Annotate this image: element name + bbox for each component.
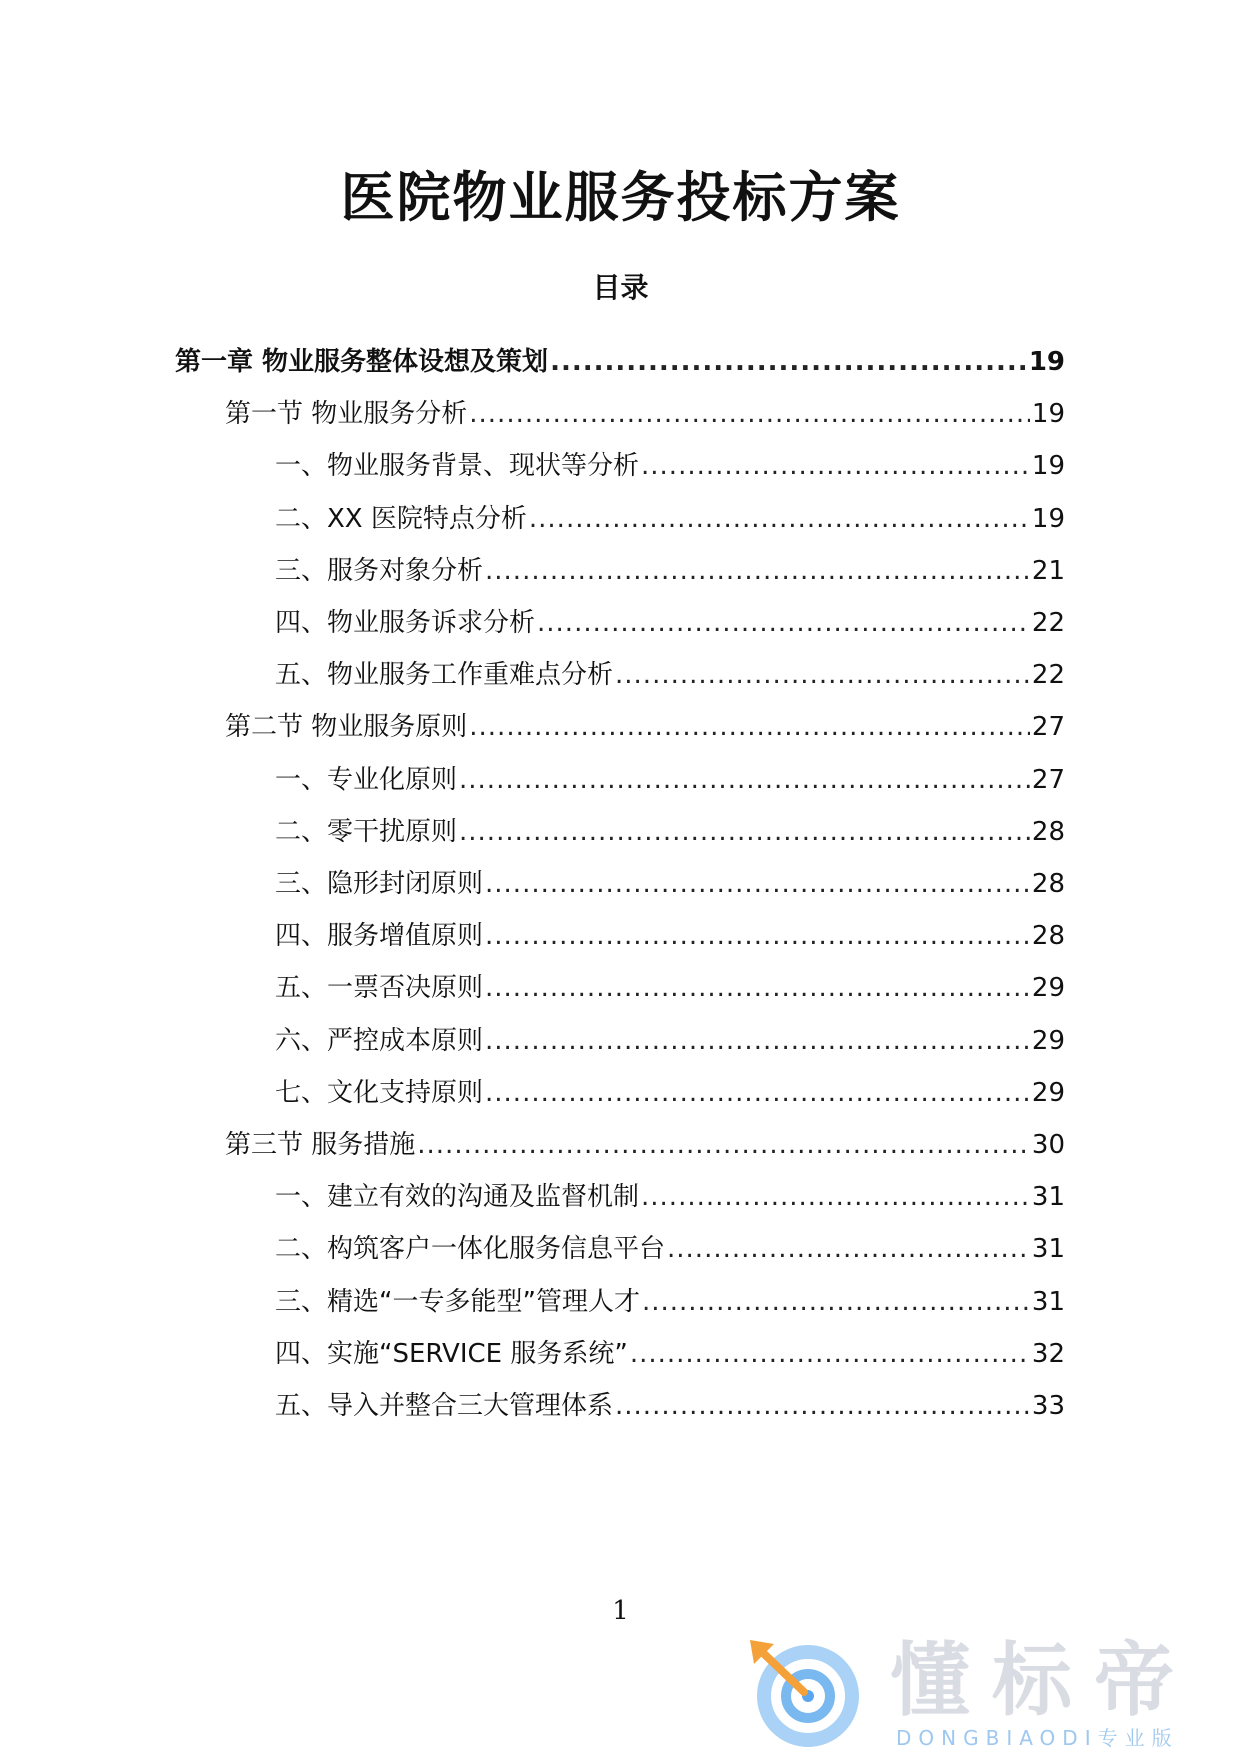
toc-dot-leader [641, 447, 1030, 485]
toc-dot-leader [537, 604, 1030, 642]
toc-entry[interactable] [275, 865, 1065, 903]
toc-entry[interactable] [275, 500, 1065, 538]
toc-entry-page: 22 [1031, 608, 1065, 638]
toc-entry-page: 29 [1031, 973, 1065, 1004]
toc-entry[interactable] [225, 1126, 1065, 1164]
toc-dot-leader [459, 761, 1030, 799]
toc-entry-title: 三、精选“一专多能型”管理人才 [275, 1286, 640, 1317]
toc-entry-title: 二、零干扰原则 [275, 816, 458, 847]
toc-dot-leader [469, 708, 1030, 746]
toc-entry-title: 三、隐形封闭原则 [275, 869, 484, 899]
toc-entry-page: 19 [1031, 503, 1065, 534]
toc-entry-page: 19 [1028, 347, 1065, 377]
toc-entry-title: 七、文化支持原则 [275, 1077, 484, 1108]
toc-entry-page: 32 [1031, 1338, 1065, 1369]
watermark [740, 1630, 1220, 1750]
toc-entry[interactable] [275, 1178, 1065, 1216]
toc-entry-page: 27 [1031, 764, 1065, 795]
toc-entry-title: 五、一票否决原则 [275, 973, 484, 1004]
toc-entry[interactable] [225, 708, 1065, 746]
toc-entry-page: 19 [1031, 399, 1065, 430]
toc-entry-title: 一、物业服务背景、现状等分析 [275, 451, 640, 482]
toc-entry[interactable] [275, 917, 1065, 955]
toc-entry-page: 31 [1031, 1234, 1065, 1265]
toc-entry-title: 第一节 物业服务分析 [225, 399, 468, 430]
toc-entry-title: 四、实施“SERVICE 服务系统” [275, 1338, 628, 1369]
toc-dot-leader [529, 500, 1030, 538]
toc-entry-title: 第三节 服务措施 [225, 1130, 416, 1160]
toc-entry[interactable] [275, 656, 1065, 694]
toc-entry-page: 22 [1031, 660, 1065, 691]
watermark-name: 懂标帝 [890, 1634, 1196, 1727]
toc-entry-page: 19 [1031, 451, 1065, 482]
toc-entry-page: 28 [1031, 869, 1065, 899]
toc-entry-page: 27 [1031, 712, 1065, 743]
toc-dot-leader [485, 552, 1030, 590]
toc-dot-leader [550, 343, 1027, 381]
toc-dot-leader [641, 1178, 1030, 1216]
toc-dot-leader [485, 1022, 1030, 1060]
toc-dot-leader [417, 1126, 1030, 1164]
toc-entry[interactable] [275, 1230, 1065, 1268]
toc-entry[interactable] [225, 395, 1065, 433]
toc-dot-leader [615, 1387, 1030, 1425]
toc-entry-title: 一、专业化原则 [275, 764, 458, 795]
toc-entry-page: 30 [1031, 1130, 1065, 1160]
toc-dot-leader [667, 1230, 1030, 1268]
toc-entry[interactable] [275, 813, 1065, 851]
toc-dot-leader [615, 656, 1030, 694]
toc-entry-page: 28 [1031, 921, 1065, 952]
toc-dot-leader [485, 917, 1030, 955]
page-number: 1 [612, 1596, 629, 1626]
document-title: 医院物业服务投标方案 [340, 166, 901, 229]
toc-entry-page: 31 [1031, 1182, 1065, 1213]
toc-dot-leader [485, 1074, 1030, 1112]
toc-entry[interactable] [275, 447, 1065, 485]
toc-entry-title: 第一章 物业服务整体设想及策划 [175, 347, 549, 377]
toc-entry-page: 29 [1031, 1077, 1065, 1108]
toc-entry-page: 31 [1031, 1286, 1065, 1317]
toc-dot-leader [459, 813, 1030, 851]
toc-entry[interactable] [275, 1283, 1065, 1321]
watermark-subtitle: DONGBIAODI专业版 [896, 1726, 1179, 1750]
toc-entry[interactable] [275, 552, 1065, 590]
toc-entry[interactable] [275, 1022, 1065, 1060]
toc-entry-page: 28 [1031, 816, 1065, 847]
toc-entry-page: 33 [1031, 1391, 1065, 1421]
toc-entry-page: 29 [1031, 1025, 1065, 1056]
toc-entry[interactable] [275, 1335, 1065, 1373]
toc-entry-title: 二、构筑客户一体化服务信息平台 [275, 1234, 666, 1265]
toc-dot-leader [469, 395, 1030, 433]
target-arrow-icon [740, 1630, 870, 1750]
toc-entry-title: 第二节 物业服务原则 [225, 712, 468, 743]
toc-entry-title: 五、物业服务工作重难点分析 [275, 660, 614, 691]
toc-entry[interactable] [175, 343, 1065, 381]
toc-entry[interactable] [275, 1074, 1065, 1112]
toc-entry-title: 一、建立有效的沟通及监督机制 [275, 1182, 640, 1213]
toc-entry-title: 三、服务对象分析 [275, 555, 484, 586]
toc-dot-leader [485, 865, 1030, 903]
toc-entry[interactable] [275, 1387, 1065, 1425]
toc-entry-title: 六、严控成本原则 [275, 1025, 484, 1056]
toc-dot-leader [630, 1335, 1030, 1373]
toc-entry-title: 四、物业服务诉求分析 [275, 608, 536, 638]
toc-entry[interactable] [275, 761, 1065, 799]
toc-entry-title: 二、XX 医院特点分析 [275, 503, 527, 534]
toc-entry-title: 四、服务增值原则 [275, 921, 484, 952]
toc-dot-leader [642, 1283, 1030, 1321]
toc-entry[interactable] [275, 604, 1065, 642]
toc-entry-page: 21 [1031, 555, 1065, 586]
toc-entry[interactable] [275, 969, 1065, 1007]
toc-heading: 目录 [592, 271, 649, 304]
toc-dot-leader [485, 969, 1030, 1007]
toc-entry-title: 五、导入并整合三大管理体系 [275, 1391, 614, 1421]
